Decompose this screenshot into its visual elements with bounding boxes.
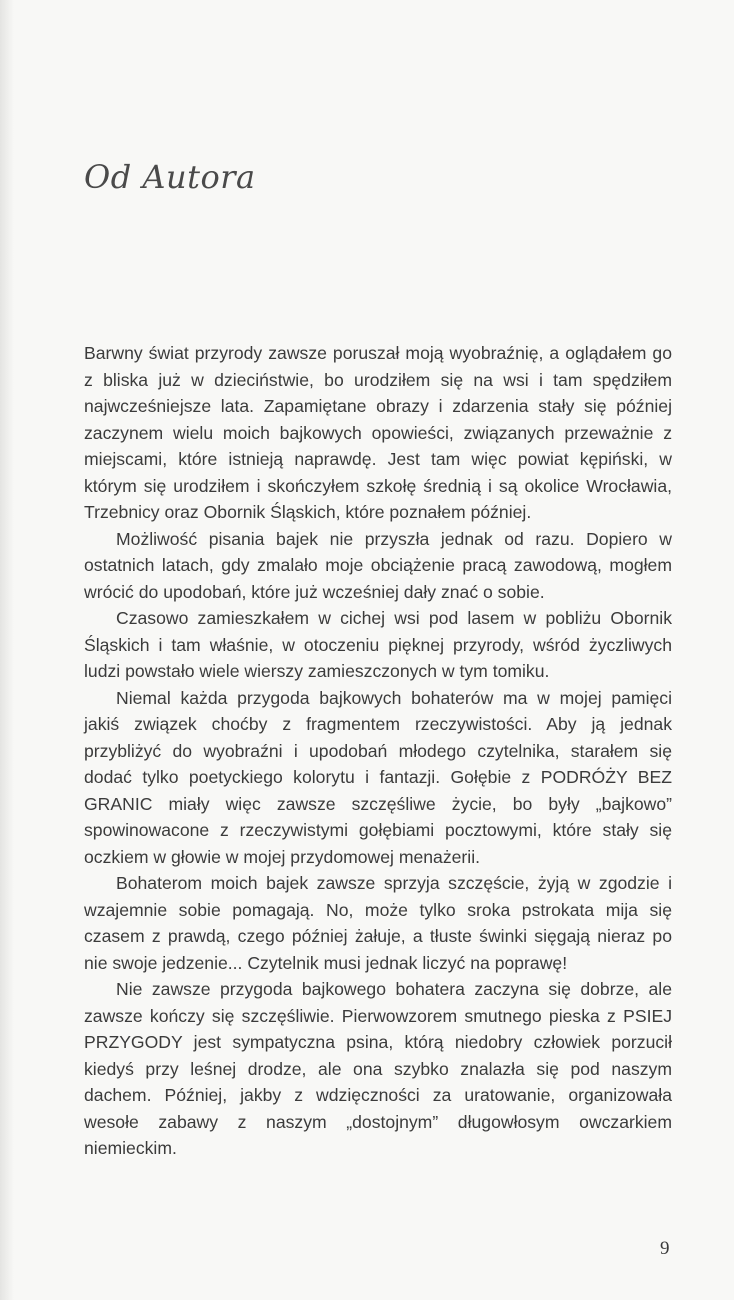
paragraph: Nie zawsze przygoda bajkowego bohatera zaczyna się dobrze, ale zawsze kończy się szczęśliwie. Pierwowzorem smutnego pieska z PSIEJ PRZYGODY jest sympatyczna psina, którą niedobry człowiek porzucił kiedyś przy leśnej drodze, ale ona szybko znalazła się pod naszym dachem. Później, jakby z wdzięczności za uratowanie, organizowała wesołe zabawy z naszym „dostojnym” długowłosym owczarkiem niemieckim. bbox=[84, 979, 672, 1158]
page-edge-shadow bbox=[0, 0, 14, 1300]
page-number: 9 bbox=[660, 1238, 670, 1259]
paragraph: Barwny świat przyrody zawsze poruszał moją wyobraźnię, a oglądałem go z bliska już w dzieciństwie, bo urodziłem się na wsi i tam spędziłem najwcześniejsze lata. Zapamiętane obrazy i zdarzenia stały się później zaczynem wielu moich bajkowych opowieści, związanych przeważnie z miejscami, które istnieją naprawdę. Jest tam więc powiat kępiński, w którym się urodziłem i skończyłem szkołę średnią i są okolice Wrocławia, Trzebnicy oraz Obornik Śląskich, które poznałem później. bbox=[84, 343, 672, 522]
paragraph: Czasowo zamieszkałem w cichej wsi pod lasem w pobliżu Obornik Śląskich i tam właśnie, w otoczeniu pięknej przyrody, wśród życzliwych ludzi powstało wiele wierszy zamieszczonych w tym tomiku. bbox=[84, 608, 672, 681]
chapter-body bbox=[84, 340, 672, 1162]
paragraph: Bohaterom moich bajek zawsze sprzyja szczęście, żyją w zgodzie i wzajemnie sobie pomagają. No, może tylko sroka pstrokata mija się czasem z prawdą, czego później żałuje, a tłuste świnki sięgają nieraz po nie swoje jedzenie... Czytelnik musi jednak liczyć na poprawę! bbox=[84, 873, 672, 973]
paragraph: Możliwość pisania bajek nie przyszła jednak od razu. Dopiero w ostatnich latach, gdy zmalało moje obciążenie pracą zawodową, mogłem wrócić do upodobań, które już wcześniej dały znać o sobie. bbox=[84, 528, 672, 602]
chapter-title: Od Autora bbox=[84, 158, 256, 196]
paragraph: Niemal każda przygoda bajkowych bohaterów ma w mojej pamięci jakiś związek choćby z fragmentem rzeczywistości. Aby ją jednak przybliżyć do wyobraźni i upodobań młodego czytelnika, starałem się dodać tylko poetyckiego kolorytu i fantazji. Gołębie z PODRÓŻY BEZ GRANIC miały więc zawsze szczęśliwe życie, bo były „bajkowo” spowinowacone z rzeczywistymi gołębiami pocztowymi, które stały się oczkiem w głowie w mojej przydomowej menażerii. bbox=[84, 687, 672, 867]
